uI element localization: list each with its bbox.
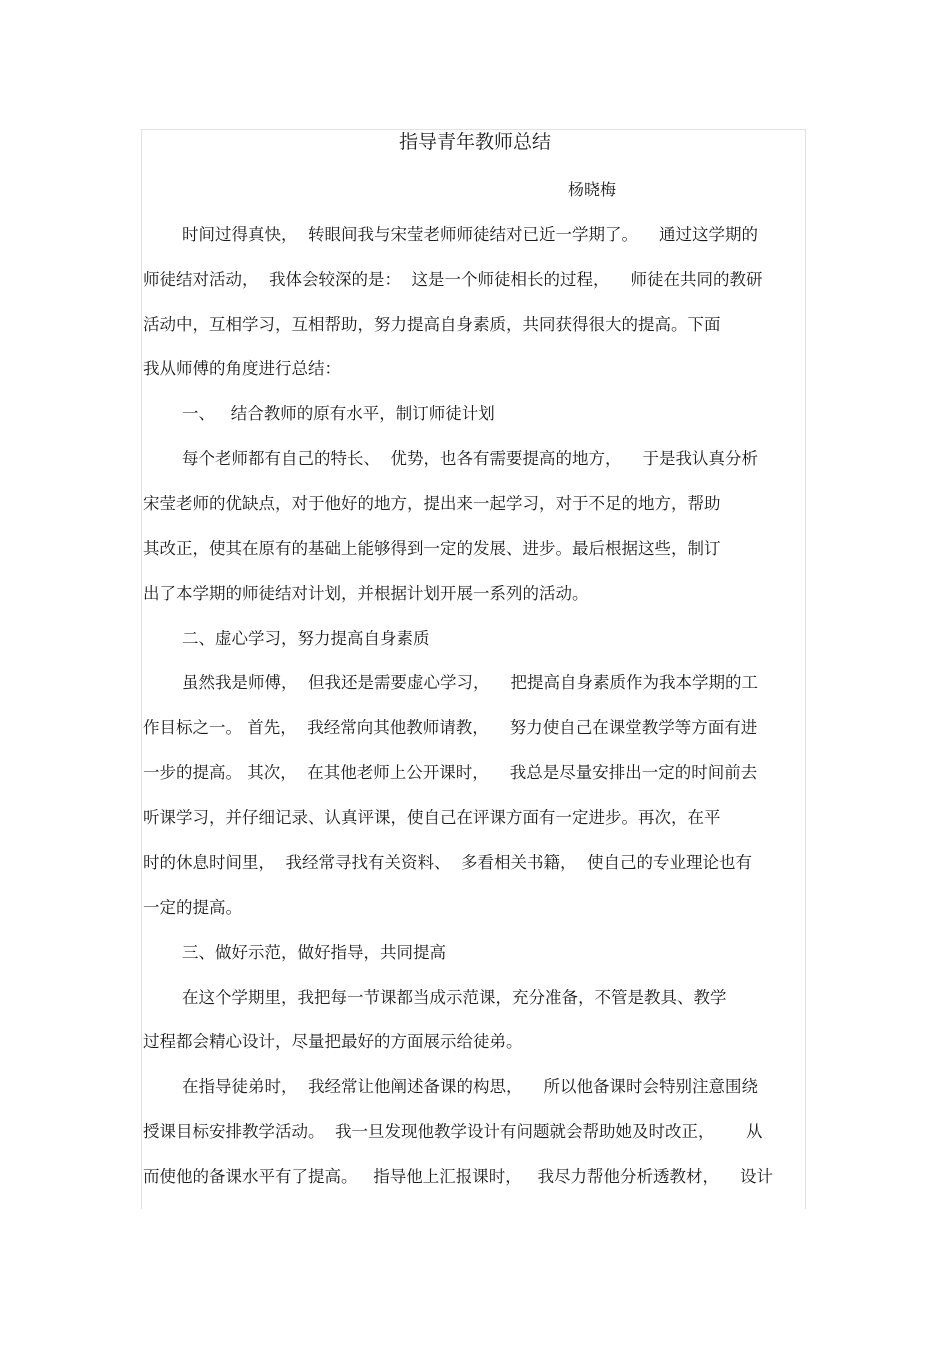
- paragraph-line: 作目标之一。 首先， 我经常向其他教师请教， 努力使自己在课堂教学等方面有进: [143, 718, 758, 737]
- paragraph-line: 活动中，互相学习，互相帮助，努力提高自身素质，共同获得很大的提高。下面: [143, 315, 721, 334]
- document-title: 指导青年教师总结: [398, 131, 551, 153]
- paragraph-line: 在这个学期里，我把每一节课都当成示范课，充分准备，不管是教具、教学: [182, 988, 727, 1007]
- paragraph-line: 师徒结对活动， 我体会较深的是： 这是一个师徒相长的过程， 师徒在共同的教研: [143, 270, 763, 289]
- paragraph-line: 出了本学期的师徒结对计划，并根据计划开展一系列的活动。: [143, 584, 589, 603]
- section-heading-2: 二、虚心学习，努力提高自身素质: [182, 629, 430, 648]
- paragraph-line: 在指导徒弟时， 我经常让他阐述备课的构思， 所以他备课时会特别注意围绕: [182, 1077, 758, 1096]
- section-heading-3: 三、做好示范，做好指导，共同提高: [182, 943, 446, 962]
- paragraph-line: 我从师傅的角度进行总结：: [143, 359, 341, 378]
- document-author: 杨晓梅: [568, 180, 617, 199]
- paragraph-line: 每个老师都有自己的特长、 优势，也各有需要提高的地方， 于是我认真分析: [182, 449, 758, 468]
- paragraph-line: 时间过得真快， 转眼间我与宋莹老师师徒结对已近一学期了。 通过这学期的: [182, 225, 758, 244]
- section-heading-1: 一、 结合教师的原有水平，制订师徒计划: [182, 404, 495, 423]
- paragraph-line: 授课目标安排教学活动。 我一旦发现他教学设计有问题就会帮助她及时改正， 从: [143, 1122, 763, 1141]
- paragraph-line: 虽然我是师傅， 但我还是需要虚心学习， 把提高自身素质作为我本学期的工: [182, 673, 758, 692]
- paragraph-line: 时的休息时间里， 我经常寻找有关资料、 多看相关书籍， 使自己的专业理论也有: [143, 853, 752, 872]
- paragraph-line: 过程都会精心设计，尽量把最好的方面展示给徒弟。: [143, 1032, 523, 1051]
- paragraph-line: 一定的提高。: [143, 898, 242, 917]
- paragraph-line: 其改正，使其在原有的基础上能够得到一定的发展、进步。最后根据这些，制订: [143, 539, 721, 558]
- paragraph-line: 而使他的备课水平有了提高。 指导他上汇报课时， 我尽力帮他分析透教材， 设计: [143, 1167, 773, 1186]
- paragraph-line: 宋莹老师的优缺点，对于他好的地方，提出来一起学习，对于不足的地方，帮助: [143, 494, 721, 513]
- paragraph-line: 听课学习，并仔细记录、认真评课，使自己在评课方面有一定进步。再次，在平: [143, 808, 721, 827]
- paragraph-line: 一步的提高。 其次， 在其他老师上公开课时， 我总是尽量安排出一定的时间前去: [143, 763, 758, 782]
